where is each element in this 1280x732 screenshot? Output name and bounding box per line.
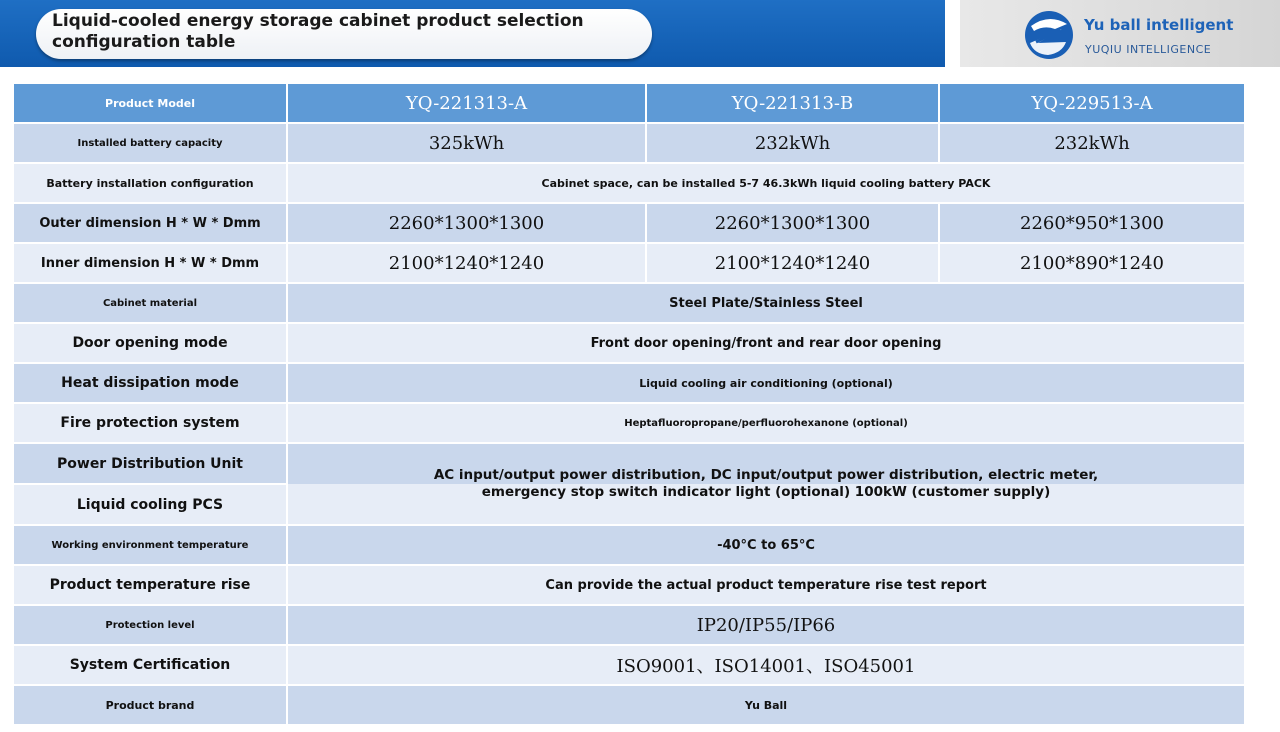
- table-row: [14, 284, 1244, 324]
- certification-value: ISO9001、ISO14001、ISO45001: [288, 646, 1244, 686]
- protection-value: IP20/IP55/IP66: [288, 606, 1244, 646]
- power-value-line1: AC input/output power distribution, DC input/output power distribution, electric meter,: [433, 467, 1099, 483]
- page-title: Liquid-cooled energy storage cabinet product selection configuration table: [52, 11, 584, 52]
- table-row-merged: [14, 444, 1244, 526]
- capacity-a: 325kWh: [288, 124, 647, 164]
- installation-value: Cabinet space, can be installed 5-7 46.3kWh liquid cooling battery PACK: [288, 164, 1244, 204]
- row-label: Outer dimension H * W * Dmm: [14, 204, 288, 244]
- table-row: [14, 566, 1244, 606]
- row-label: Protection level: [14, 606, 288, 646]
- temperature-value: -40°C to 65°C: [288, 526, 1244, 566]
- heat-value: Liquid cooling air conditioning (optional): [288, 364, 1244, 404]
- table-row: [14, 164, 1244, 204]
- outer-c: 2260*950*1300: [940, 204, 1244, 244]
- model-c: YQ-229513-A: [940, 84, 1244, 124]
- inner-c: 2100*890*1240: [940, 244, 1244, 284]
- inner-a: 2100*1240*1240: [288, 244, 647, 284]
- table-header-row: [14, 84, 1244, 124]
- table-row: [14, 646, 1244, 686]
- row-label: Product temperature rise: [14, 566, 288, 606]
- header-label: Product Model: [14, 84, 288, 124]
- row-label: Battery installation configuration: [14, 164, 288, 204]
- logo-name: Yu ball intelligent: [1084, 16, 1234, 34]
- title-pill: [36, 9, 652, 59]
- table-row: [14, 606, 1244, 646]
- row-label: Inner dimension H * W * Dmm: [14, 244, 288, 284]
- inner-b: 2100*1240*1240: [647, 244, 940, 284]
- table-row: [14, 324, 1244, 364]
- logo-panel: [960, 0, 1280, 67]
- yuqiu-logo-icon: [1022, 9, 1078, 61]
- table-row: [14, 526, 1244, 566]
- row-label: Cabinet material: [14, 284, 288, 324]
- outer-a: 2260*1300*1300: [288, 204, 647, 244]
- table-row: [14, 686, 1244, 726]
- temp-rise-value: Can provide the actual product temperature rise test report: [288, 566, 1244, 606]
- row-label: Door opening mode: [14, 324, 288, 364]
- row-label: Fire protection system: [14, 404, 288, 444]
- table-row: [14, 204, 1244, 244]
- row-label: System Certification: [14, 646, 288, 686]
- model-b: YQ-221313-B: [647, 84, 940, 124]
- power-label-stack: [14, 444, 288, 526]
- material-value: Steel Plate/Stainless Steel: [288, 284, 1244, 324]
- table-row: [14, 244, 1244, 284]
- row-label: Installed battery capacity: [14, 124, 288, 164]
- table-row: [14, 364, 1244, 404]
- capacity-b: 232kWh: [647, 124, 940, 164]
- row-label: Liquid cooling PCS: [14, 485, 288, 526]
- capacity-c: 232kWh: [940, 124, 1244, 164]
- title-banner: [0, 0, 945, 67]
- row-label: Power Distribution Unit: [14, 444, 288, 485]
- logo-subtitle: YUQIU INTELLIGENCE: [1085, 43, 1212, 56]
- door-value: Front door opening/front and rear door opening: [288, 324, 1244, 364]
- power-value-line2: emergency stop switch indicator light (optional) 100kW (customer supply): [481, 484, 1051, 500]
- model-a: YQ-221313-A: [288, 84, 647, 124]
- fire-value: Heptafluoropropane/perfluorohexanone (optional): [288, 404, 1244, 444]
- table-row: [14, 124, 1244, 164]
- row-label: Product brand: [14, 686, 288, 726]
- outer-b: 2260*1300*1300: [647, 204, 940, 244]
- brand-value: Yu Ball: [288, 686, 1244, 726]
- row-label: Working environment temperature: [14, 526, 288, 566]
- table-row: [14, 404, 1244, 444]
- spec-table: [14, 84, 1244, 726]
- power-value: [288, 444, 1244, 526]
- row-label: Heat dissipation mode: [14, 364, 288, 404]
